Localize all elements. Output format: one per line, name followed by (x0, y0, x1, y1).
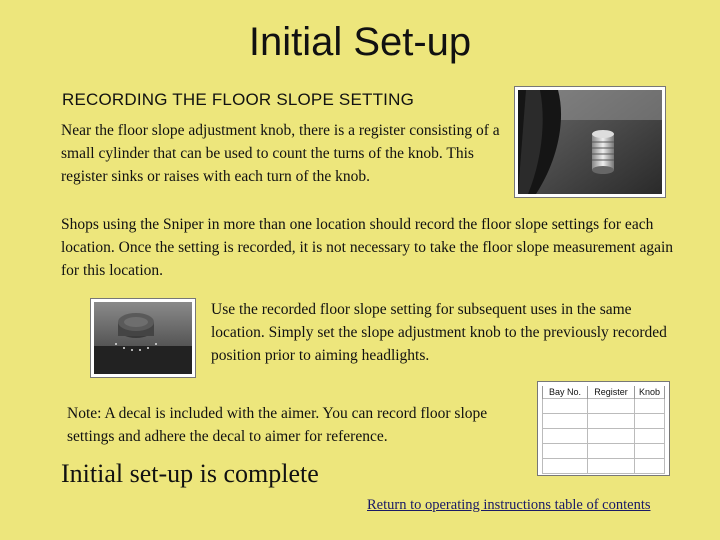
decal-cell (543, 429, 588, 444)
decal-header-knob: Knob (634, 386, 664, 399)
page-title: Initial Set-up (248, 20, 472, 64)
register-description: Near the floor slope adjustment knob, there is a register consisting of a small cylinder that can be used to count the turns of the knob. This register sinks or raises with each turn of the knob. (61, 122, 500, 185)
decal-cell (634, 414, 664, 429)
decal-header-bay: Bay No. (543, 386, 588, 399)
register-cylinder-photo (514, 86, 666, 198)
usage-instructions-text: Use the recorded floor slope setting for subsequent uses in the same location. Simply set the slope adjustment knob to the previously recorded position prior to aiming headlights. (211, 301, 667, 364)
decal-row (543, 444, 665, 459)
decal-cell (543, 444, 588, 459)
completion-heading: Initial set-up is complete (61, 459, 319, 488)
return-to-contents-link[interactable]: Return to operating instructions table of contents (367, 497, 651, 513)
location-recording-text: Shops using the Sniper in more than one location should record the floor slope settings for each location. Once the setting is recorded, it is not necessary to take the floor slope measurement again for this location. (61, 216, 674, 279)
decal-header-register: Register (587, 386, 634, 399)
decal-cell (587, 429, 634, 444)
decal-cell (543, 459, 588, 474)
decal-cell (587, 459, 634, 474)
decal-row (543, 429, 665, 444)
decal-cell (634, 459, 664, 474)
decal-cell (634, 399, 664, 414)
decal-row (543, 399, 665, 414)
decal-note: Note: A decal is included with the aimer. You can record floor slope settings and adhere the decal to aimer for reference. (67, 405, 488, 445)
decal-row (543, 414, 665, 429)
decal-cell (587, 444, 634, 459)
decal-cell (543, 399, 588, 414)
decal-cell (587, 414, 634, 429)
decal-cell (634, 444, 664, 459)
section-heading: RECORDING THE FLOOR SLOPE SETTING (62, 90, 415, 109)
slope-knob-photo (90, 298, 196, 378)
decal-cell (587, 399, 634, 414)
decal-row (543, 459, 665, 474)
decal-cell (543, 414, 588, 429)
decal-table (542, 386, 665, 474)
decal-image (537, 381, 670, 476)
decal-cell (634, 429, 664, 444)
